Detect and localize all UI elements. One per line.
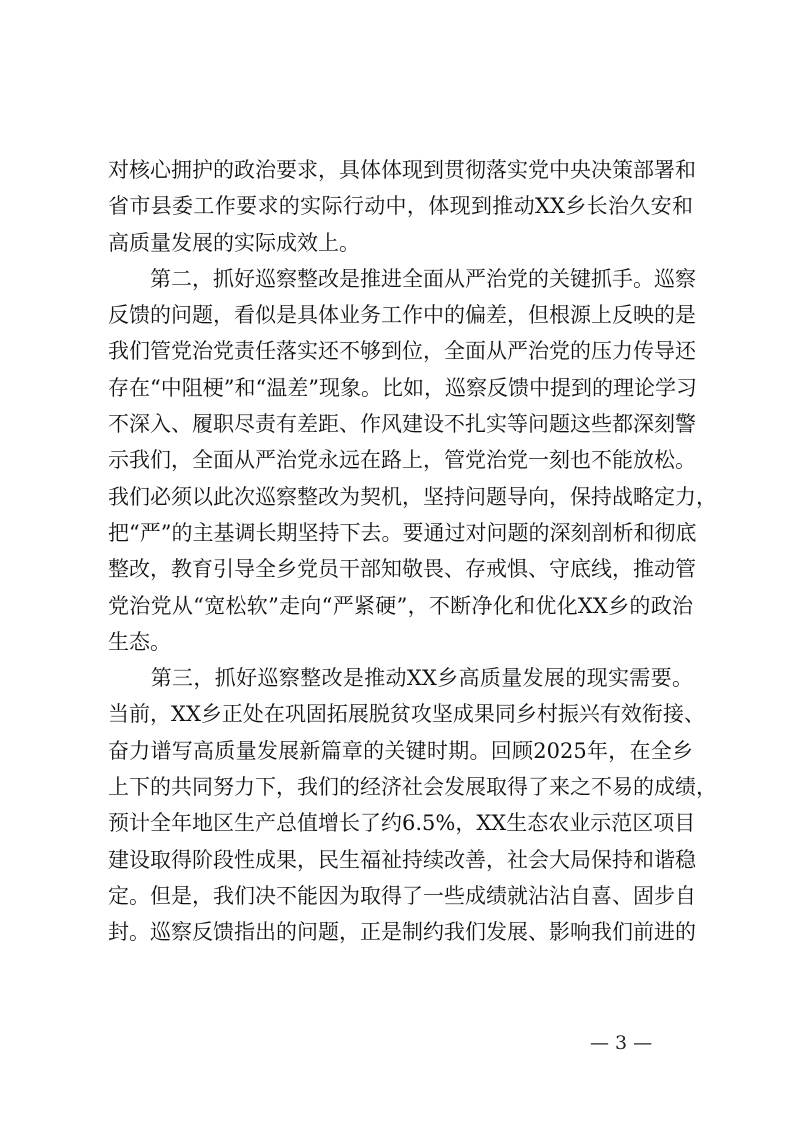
text-line-18: 上下的共同努力下，我们的经济社会发展取得了来之不易的成绩， [108, 775, 717, 800]
text-line-22: 封。巡察反馈指出的问题，正是制约我们发展、影响我们前进的 [108, 920, 696, 945]
body-text [108, 152, 717, 951]
text-line-11: 把“严”的主基调长期坚持下去。要通过对问题的深刻剖析和彻底 [108, 520, 697, 545]
text-line-9: 示我们，全面从严治党永远在路上，管党治党一刻也不能放松。 [108, 448, 696, 473]
text-line-3: 高质量发展的实际成效上。 [108, 230, 360, 255]
text-line-14: 生态。 [108, 629, 171, 654]
text-line-12: 整改，教育引导全乡党员干部知敬畏、存戒惧、守底线，推动管 [108, 557, 696, 582]
text-line-6: 我们管党治党责任落实还不够到位，全面从严治党的压力传导还 [108, 339, 696, 364]
text-line-1: 对核心拥护的政治要求，具体体现到贯彻落实党中央决策部署和 [108, 158, 696, 182]
text-line-20: 建设取得阶段性成果，民生福祉持续改善，社会大局保持和谐稳 [108, 847, 696, 872]
text-line-19: 预计全年地区生产总值增长了约6.5%，XX生态农业示范区项目 [108, 811, 696, 836]
text-line-16: 当前，XX乡正处在巩固拓展脱贫攻坚成果同乡村振兴有效衔接、 [108, 702, 705, 727]
page-number: — 3 — [590, 1032, 653, 1054]
text-line-4: 第二，抓好巡察整改是推进全面从严治党的关键抓手。巡察 [108, 266, 696, 291]
text-line-10: 我们必须以此次巡察整改为契机，坚持问题导向，保持战略定力， [108, 484, 717, 509]
text-line-21: 定。但是，我们决不能因为取得了一些成绩就沾沾自喜、固步自 [108, 883, 696, 908]
text-line-8: 不深入、履职尽责有差距、作风建设不扎实等问题这些都深刻警 [108, 412, 696, 437]
text-line-17: 奋力谱写高质量发展新篇章的关键时期。回顾2025年，在全乡 [108, 738, 693, 763]
text-line-15: 第三，抓好巡察整改是推动XX乡高质量发展的现实需要。 [108, 666, 693, 691]
text-line-2: 省市县委工作要求的实际行动中，体现到推动XX乡长治久安和 [108, 194, 693, 219]
text-line-5: 反馈的问题，看似是具体业务工作中的偏差，但根源上反映的是 [108, 303, 696, 328]
text-line-7: 存在“中阻梗”和“温差”现象。比如，巡察反馈中提到的理论学习 [108, 375, 697, 400]
text-line-13: 党治党从“宽松软”走向“严紧硬”，不断净化和优化XX乡的政治 [108, 593, 693, 618]
